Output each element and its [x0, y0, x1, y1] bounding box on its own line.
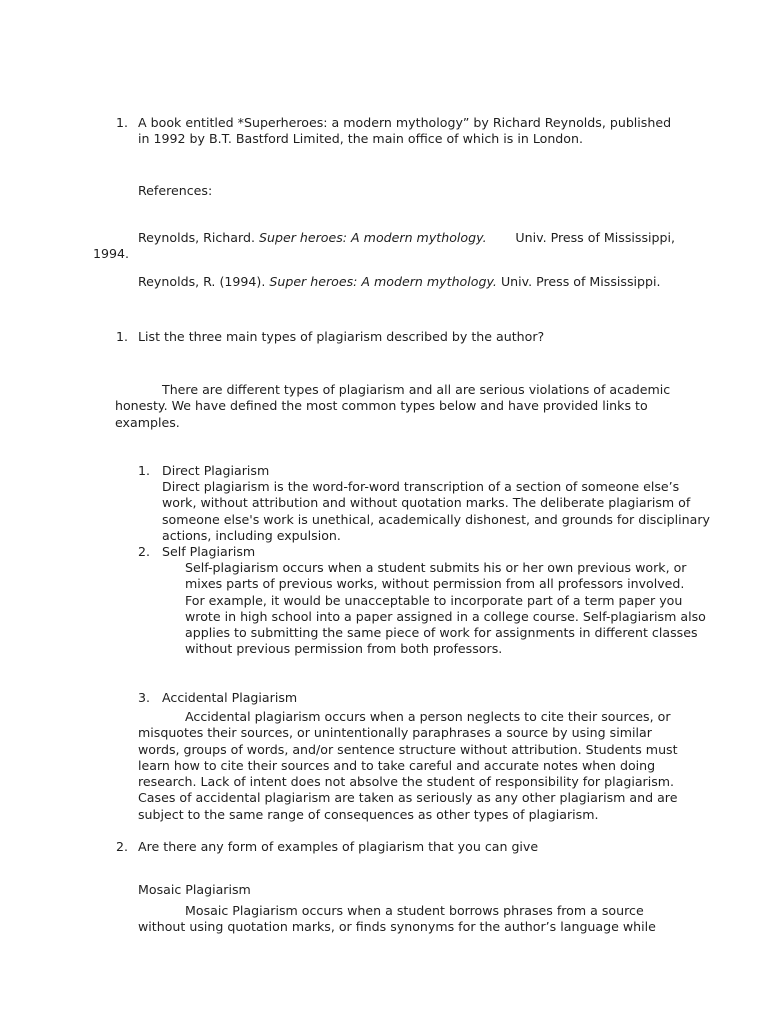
type3-line: Accidental plagiarism occurs when a person neglects to cite their sources, or [185, 709, 671, 724]
type3-line: learn how to cite their sources and to take careful and accurate notes when doing [138, 757, 656, 773]
type2-line: without previous permission from both professors. [185, 641, 503, 657]
type2-body [185, 560, 706, 658]
type1-line: work, without attribution and without quotation marks. The deliberate plagiarism of [162, 495, 691, 511]
type2-title: Self Plagiarism [162, 544, 256, 559]
type3-line: words, groups of words, and/or sentence structure without attribution. Students must [138, 741, 678, 757]
type1-line: actions, including expulsion. [162, 527, 341, 543]
q3-number: 2. [116, 839, 129, 854]
intro-line: There are different types of plagiarism and all are serious violations of academic [162, 382, 671, 397]
type3-line: misquotes their sources, or unintentionally paraphrases a source by using similar [138, 725, 652, 741]
q1-line: A book entitled *Superheroes: a modern mythology” by Richard Reynolds, published [138, 115, 672, 130]
ref1-year: 1994. [93, 246, 130, 261]
ref1-title: Super heroes: A modern mythology. [258, 230, 487, 245]
reference-2 [138, 274, 661, 290]
type2-number: 2. [138, 544, 151, 559]
q3-text: Are there any form of examples of plagiarism that you can give [138, 839, 539, 854]
type3-line: research. Lack of intent does not absolve the student of responsibility for plagiarism. [138, 774, 675, 790]
q1-line: in 1992 by B.T. Bastford Limited, the main office of which is in London. [138, 131, 583, 147]
mosaic-line: without using quotation marks, or finds synonyms for the author’s language while [138, 919, 656, 935]
intro-paragraph [115, 382, 675, 431]
type2-line: Self-plagiarism occurs when a student submits his or her own previous work, or [185, 560, 687, 575]
type1-body [162, 479, 711, 544]
mosaic-title: Mosaic Plagiarism [138, 882, 251, 897]
type3-title: Accidental Plagiarism [162, 690, 298, 705]
type1-number: 1. [138, 463, 151, 478]
type3-line: Cases of accidental plagiarism are taken as seriously as any other plagiarism and are [138, 790, 678, 806]
ref1-author: Reynolds, Richard. [138, 230, 255, 245]
ref2-author: Reynolds, R. (1994). [138, 274, 266, 289]
ref1-publisher: Univ. Press of Mississippi, [515, 230, 675, 245]
mosaic-body [138, 903, 678, 936]
type3-body [138, 709, 678, 823]
q2-number: 1. [116, 329, 129, 344]
ref2-publisher: Univ. Press of Mississippi. [500, 274, 661, 289]
type1-title: Direct Plagiarism [162, 463, 270, 478]
type2-line: mixes parts of previous works, without permission from all professors involved. [185, 576, 685, 592]
type1-line: Direct plagiarism is the word-for-word transcription of a section of someone else’s [162, 479, 680, 494]
type3-line: subject to the same range of consequences as other types of plagiarism. [138, 806, 599, 822]
q2-text: List the three main types of plagiarism described by the author? [138, 329, 545, 344]
ref2-title: Super heroes: A modern mythology. [269, 274, 497, 289]
references-heading: References: [138, 183, 213, 198]
type1-line: someone else's work is unethical, academically dishonest, and grounds for disciplinary [162, 511, 711, 527]
type3-number: 3. [138, 690, 151, 705]
q1-number: 1. [116, 115, 129, 130]
type2-line: applies to submitting the same piece of work for assignments in different classes [185, 625, 698, 641]
intro-line: honesty. We have defined the most common types below and have provided links to [115, 398, 648, 414]
mosaic-line: Mosaic Plagiarism occurs when a student borrows phrases from a source [185, 903, 644, 918]
intro-line: examples. [115, 414, 180, 430]
q1-text [138, 115, 678, 148]
type2-line: For example, it would be unacceptable to incorporate part of a term paper you [185, 592, 683, 608]
reference-1 [138, 230, 675, 246]
type2-line: wrote in high school into a paper assigned in a college course. Self-plagiarism also [185, 608, 706, 624]
